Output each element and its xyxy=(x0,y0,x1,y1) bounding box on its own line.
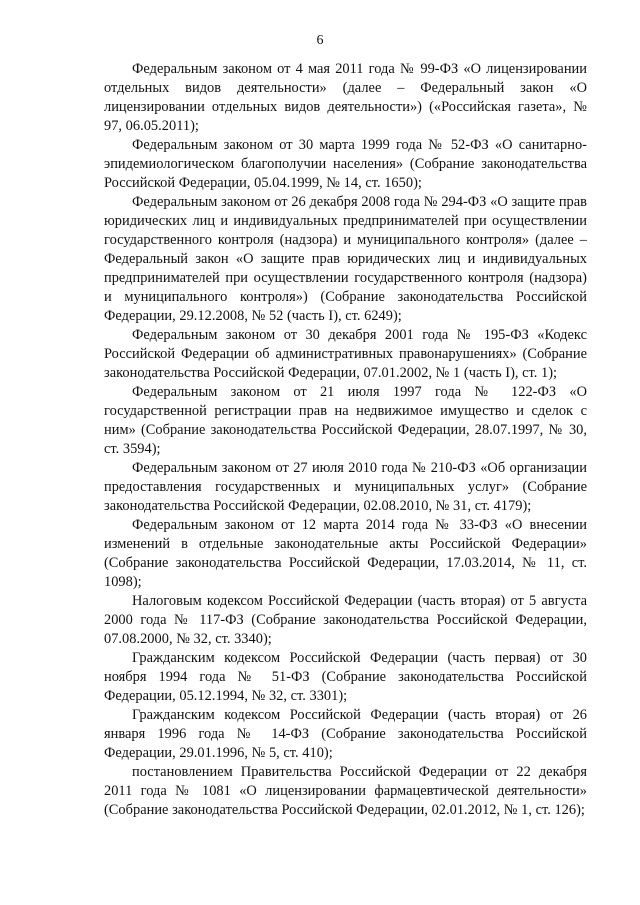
law-reference-paragraph: Федеральным законом от 21 июля 1997 года № 122-ФЗ «О государственной регистрации прав на недвижимое имущество и сделок с ним» (Собрание законодательства Российской Федерации, 28.07.1997, № 30, ст. 3594); xyxy=(104,384,587,457)
law-reference-paragraph: постановлением Правительства Российской Федерации от 22 декабря 2011 года № 1081 «О лицензировании фармацевтической деятельности» (Собрание законодательства Российской Федерации, 02.01.2012, № 1, ст. 126); xyxy=(104,764,587,818)
law-reference-paragraph: Федеральным законом от 4 мая 2011 года № 99-ФЗ «О лицензировании отдельных видов деятельности» (далее – Федеральный закон «О лицензировании отдельных видов деятельности») («Российская газета», № 97, 06.05.2011); xyxy=(104,61,587,134)
page-number: 6 xyxy=(316,33,324,48)
law-reference-paragraph: Федеральным законом от 30 марта 1999 года № 52-ФЗ «О санитарно-эпидемиологическом благополучии населения» (Собрание законодательства Российской Федерации, 05.04.1999, № 14, ст. 1650); xyxy=(104,137,587,191)
law-reference-paragraph: Федеральным законом от 27 июля 2010 года № 210-ФЗ «Об организации предоставления государственных и муниципальных услуг» (Собрание законодательства Российской Федерации, 02.08.2010, № 31, ст. 4179); xyxy=(104,460,587,514)
law-reference-paragraph: Федеральным законом от 12 марта 2014 года № 33-ФЗ «О внесении изменений в отдельные законодательные акты Российской Федерации» (Собрание законодательства Российской Федерации, 17.03.2014, № 11, ст. 1098); xyxy=(104,517,587,590)
law-reference-paragraph: Федеральным законом от 26 декабря 2008 года № 294-ФЗ «О защите прав юридических лиц и индивидуальных предпринимателей при осуществлении государственного контроля (надзора) и муниципального контроля» (далее – Федеральный закон «О защите прав юридических лиц и индивидуальных предпринимателей при осуществлении государственного контроля (надзора) и муниципального контроля») (Собрание законодательства Российской Федерации, 29.12.2008, № 52 (часть I), ст. 6249); xyxy=(104,194,587,324)
law-reference-paragraph: Гражданским кодексом Российской Федерации (часть первая) от 30 ноября 1994 года № 51-ФЗ (Собрание законодательства Российской Федерации, 05.12.1994, № 32, ст. 3301); xyxy=(104,650,587,704)
law-reference-paragraph: Налоговым кодексом Российской Федерации (часть вторая) от 5 августа 2000 года № 117-ФЗ (Собрание законодательства Российской Федерации, 07.08.2000, № 32, ст. 3340); xyxy=(104,593,587,647)
document-body xyxy=(104,60,587,820)
law-reference-paragraph: Федеральным законом от 30 декабря 2001 года № 195-ФЗ «Кодекс Российской Федерации об административных правонарушениях» (Собрание законодательства Российской Федерации, 07.01.2002, № 1 (часть I), ст. 1); xyxy=(104,327,587,381)
law-reference-paragraph: Гражданским кодексом Российской Федерации (часть вторая) от 26 января 1996 года № 14-ФЗ (Собрание законодательства Российской Федерации, 29.01.1996, № 5, ст. 410); xyxy=(104,707,587,761)
